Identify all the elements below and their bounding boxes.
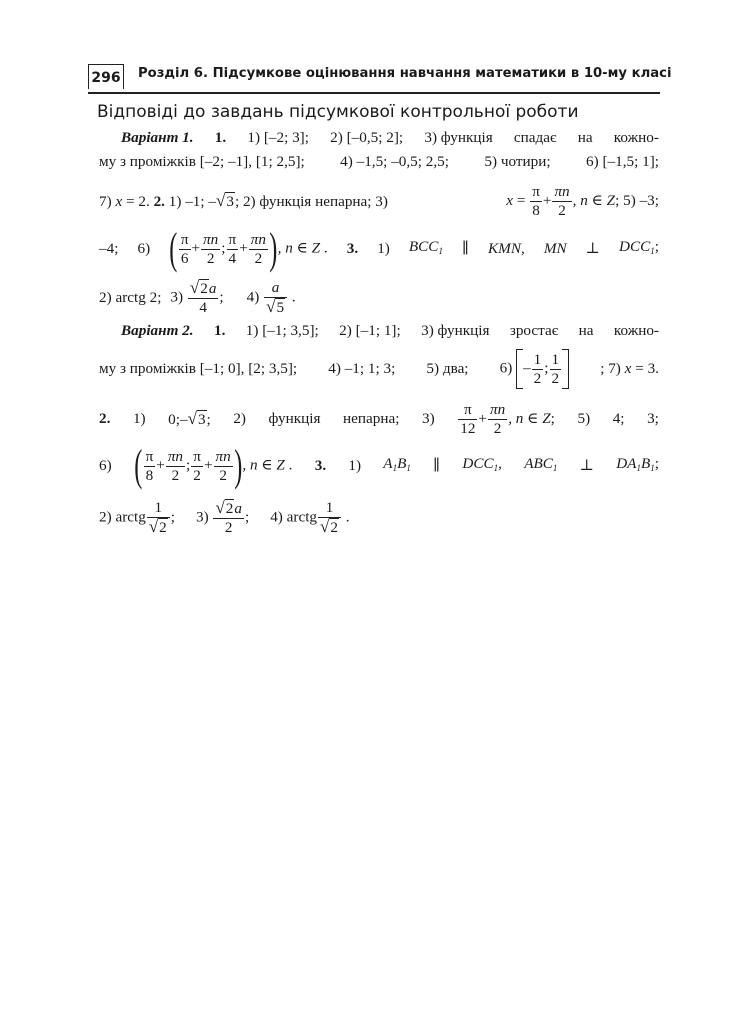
- variant2-line2: му з проміжків [–1; 0], [2; 3,5]; 4) –1; 1; 3; 5) два; 6) – $\frac{1}{2}$ ; $\frac{1}{2}$ ; 7) x = 3.: [99, 347, 659, 391]
- fraction: $\frac{a}{√5}$: [264, 279, 287, 317]
- interval-expression: ( $\frac{\pi}{6}$ + $\frac{\pi n}{2}$ ; $\frac{\pi}{4}$ + $\frac{\pi n}{2}$ ), n ∈ Z .: [169, 224, 328, 273]
- running-header: [88, 64, 672, 94]
- fraction: $\frac{√2a}{4}$: [189, 278, 217, 316]
- variant2-line1: Варіант 2. 1. 1) [–1; 3,5]; 2) [–1; 1]; 3) функція зростає на кожно-: [121, 322, 659, 339]
- section-heading: Відповіді до завдань підсумкової контрольної роботи: [97, 102, 579, 122]
- fraction: $\frac{\pi}{8}$: [532, 182, 540, 219]
- variant2-label: Варіант 2.: [121, 322, 194, 339]
- variant2-line4: 6) ( $\frac{\pi}{8}$ + $\frac{\pi n}{2}$ ; $\frac{\pi}{2}$ + $\frac{\pi n}{2}$ ), n ∈ Z . 3. 1) $A_1B_1$ ∥ $DCC_1$, $ABC_1$ ⊥ $DA_1B_1$;: [99, 441, 659, 490]
- variant1-line2: му з проміжків [–2; –1], [1; 2,5]; 4) –1,5; –0,5; 2,5; 5) чотири; 6) [–1,5; 1];: [99, 153, 659, 170]
- variant1-line4: –4; 6) ( $\frac{\pi}{6}$ + $\frac{\pi n}{2}$ ; $\frac{\pi}{4}$ + $\frac{\pi n}{2}$ ), n ∈ Z . 3. 1) $BCC_1$ ∥ KMN, MN ⊥ $DCC_1$;: [99, 224, 659, 273]
- page-number: 296: [88, 64, 124, 89]
- interval-expression: ( $\frac{\pi}{8}$ + $\frac{\pi n}{2}$ ; $\frac{\pi}{2}$ + $\frac{\pi n}{2}$ ), n ∈ Z .: [134, 441, 293, 490]
- variant1-label: Варіант 1.: [121, 129, 194, 146]
- fraction: $\frac{\pi n}{2}$: [554, 182, 570, 219]
- running-title: Розділ 6. Підсумкове оцінювання навчання математики в 10-му класі: [138, 66, 672, 81]
- variant1-line3: 7) x = 2. 2. 1) –1; –√3; 2) функція непарна; 3) x = $\frac{\pi}{8}$ + $\frac{\pi n}{2}$ , n ∈ Z; 5) –3;: [99, 182, 659, 219]
- variant2-line5: 2) arctg $\frac{1}{√2}$ ; 3) $\frac{√2a}{2}$ ; 4) arctg $\frac{1}{√2}$ .: [99, 498, 350, 536]
- variant2-line3: 2. 1) 0;–√3; 2) функція непарна; 3) $\frac{\pi}{12}$ + $\frac{\pi n}{2}$ , n ∈ Z; 5) 4; 3;: [99, 400, 659, 437]
- sqrt-3: √3: [216, 190, 234, 210]
- variant1-line5: 2) arctg 2; 3) $\frac{√2a}{4}$ ; 4) $\frac{a}{√5}$ .: [99, 278, 296, 316]
- variant1-line1: Варіант 1. 1. 1) [–2; 3]; 2) [–0,5; 2]; 3) функція спадає на кожно-: [121, 129, 659, 146]
